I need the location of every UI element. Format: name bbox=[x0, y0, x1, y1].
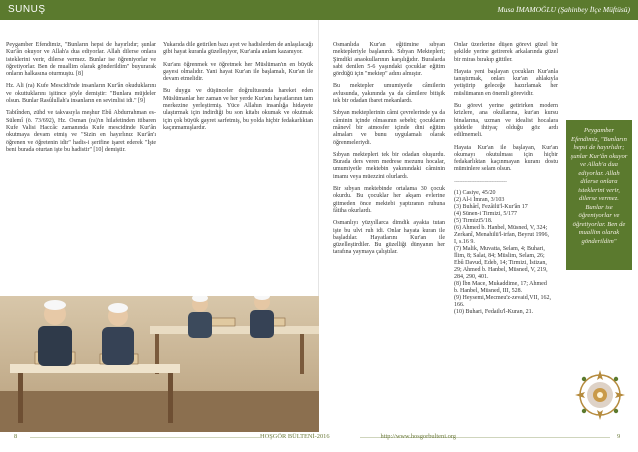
paragraph: Yukarıda dile getirilen bazı ayet ve hadislerden de anlaşılacağı gibi hayat kuranla güzelleşiyor, Kur'anla anlam kazanıyor. bbox=[163, 42, 313, 56]
reference-item: 166. bbox=[454, 302, 465, 309]
references-separator: ------------------------------- bbox=[454, 178, 507, 185]
page-number-left: 8 bbox=[14, 433, 18, 440]
reference-item: (8) İbn Mace, Mukaddime, 17; Ahmed bbox=[454, 281, 547, 288]
paragraph: Osmanlıda Kur'an eğitimine sıbyan mektepleriyle başlanırdı. Sıbyan Mektepleri; Şimdiki anaokullarının karşılığıdır. Buralarda sabi denilen 5-6 yaşındaki çocuklar eğitim gördüğü için "mektep" adını almıştır. bbox=[333, 42, 445, 78]
paragraph: Sıbyan mektepleri tek bir odadan oluşurdu. Burada ders veren medrese mezunu hocalar, umumiyetle mektebin yakınındaki câminin imamı veya müezzini olurlardı. bbox=[333, 151, 445, 180]
reference-item: (9) Heysemi,Mecmeu'z-zevaid,VII, 162, bbox=[454, 295, 552, 302]
reference-item: Zerkanî, Menahilü'l-irfan, Beyrut 1996, bbox=[454, 232, 550, 239]
floral-ornament-icon bbox=[570, 360, 630, 430]
publication-title: HOŞGÖR BÜLTENİ-2016 bbox=[260, 433, 330, 440]
reference-item: (4) Sünen-i Tirmizi, 5/177 bbox=[454, 211, 518, 218]
text-column-4 bbox=[454, 42, 558, 316]
pull-quote-sidebar bbox=[566, 120, 632, 270]
paragraph: Hayata yeni başlayan çocukları Kur'anla tanıştırmak, onları kur'an ahlakıyla yetiştirip geleceğe hazırlamak her müslümanın en önemli görevidir. bbox=[454, 68, 558, 97]
paragraph: Bu mektepler umumiyetle câmilerin avlusunda, yakınında ya da câmilere bitişik tek bir odadan ibaret mekanlardı. bbox=[333, 83, 445, 105]
reference-item: (5) Tirmizi5/18. bbox=[454, 218, 493, 225]
paragraph: Hayata Kur'an ile başlayan, Kur'an okumayı okutulması için hiçbir fedakarlıktan kaçınmayan kuranı dostu müminlere selam olsun. bbox=[454, 144, 558, 173]
reference-item: 29; Ahmed b. Hanbel, Müsned, V, 219, bbox=[454, 267, 548, 274]
paragraph: Hz. Ali (ra) Kufe Mescidi'nde insanların Kur'ân okuduklarını ve okuttuklarını işitince şöyle demiştir: "Bunlara müjdeler olsun. Bunlar Rasûlullah'a insanların en sevimlisi idi." [9] bbox=[6, 83, 156, 105]
text-column-1 bbox=[6, 42, 156, 159]
paragraph: Bu görevi yerine getirirken modern krizlere, ana okullarına, kur'an kursu binalarına, uzman ve idealist hocalara şiddetle ihtiyaç olduğu göz ardı edilmemeli. bbox=[454, 103, 558, 139]
reference-item: (2) Al-i İmran, 3/103 bbox=[454, 197, 505, 204]
reference-item: (6) Ahmed b. Hanbel, Müsned, V, 324; bbox=[454, 225, 548, 232]
pull-quote-text: Peygamber Efendimiz, "Bunların hepsi de hayırlıdır; şunlar Kur'ân okuyor ve Allah'a dua ediyorlar. Allah dilerse onlara isteklerini verir, dilerse vermez. Bunlar ise öğreniyorlar ve öğretiyorlar. Ben de muallim olarak gönderildim" bbox=[570, 127, 628, 245]
reference-item: (3) Buhârî, Fezâilü'l-Kur'ân 17 bbox=[454, 204, 528, 211]
reference-item: b. Hanbel, Müsned, III, 528. bbox=[454, 288, 523, 295]
paragraph: Sıbyan mekteplerinin câmi çevrelerinde ya da câminin içinde olmasının sebebi; çocukların mânevî bir atmosfer içinde dini eğitim almaları ve bunu uygulamalı olarak öğrenmeleriydi. bbox=[333, 110, 445, 146]
reference-item: I, s.16 9. bbox=[454, 239, 475, 246]
paragraph: Kur'anı öğrenmek ve öğretmek her Müslüman'ın en büyük gayesi olmalıdır. Yani hayat Kur'an ile başlamalı, Kur'an ile devam etmelidir. bbox=[163, 61, 313, 83]
section-title: SUNUŞ bbox=[8, 4, 46, 15]
paragraph: Peygamber Efendimiz, "Bunların hepsi de hayırlıdır; şunlar Kur'ân okuyor ve Allah'a dua ediyorlar. Allah dilerse onlara isteklerini verir, dilerse vermez. Bunlar ise öğreniyorlar ve öğretiyorlar. Ben de muallim olarak gönderildim" buyurarak onların halkasına oturmuştu. [8] bbox=[6, 42, 156, 78]
page-number-right: 9 bbox=[617, 433, 621, 440]
author-header-bar bbox=[319, 0, 638, 20]
references-list bbox=[454, 190, 558, 316]
paragraph: Tabiînden, zühd ve takvasıyla meşhur Ebû Abdurrahman es-Sülemî (ö. 73/692), Hz. Osman (ra)'ın hilafetinden itibaren Kufe Valisi Haccâc zamanında Kufe mescidinde Kur'ân okutmaya devam etmiş ve "Sizin en hayırlınız Kur'ân'ı öğrenen ve öğretenin idir" hadis-i şerifine işaret ederek "İşte beni burada oturtan işte bu hadistir" [10] demiştir. bbox=[6, 110, 156, 153]
reference-item: İlim, 8; Salat, 84; Müslim, Selam, 26; bbox=[454, 253, 545, 260]
reference-item: Ebû Davud, Edeb, 14; Tirmizi, İstizan, bbox=[454, 260, 547, 267]
paragraph: Osmanlıyı yüzyıllarca dimdik ayakta tutan işte bu ulvi ruh idi. Onlar hayata kuran ile başladılar. Hayatlarını Kur'an ile güzelleştirdiler. Bu güzelliği dünyanın her tarafına yaymaya çalıştılar. bbox=[333, 220, 445, 256]
reference-item: (10) Buhari, Fedailu'l-Kuran, 21. bbox=[454, 309, 534, 316]
photo-illustration bbox=[0, 296, 319, 432]
footer-rule-left bbox=[30, 437, 260, 438]
text-column-2 bbox=[163, 42, 313, 137]
website-link[interactable]: http://www.hosgorbulteni.org bbox=[380, 433, 456, 440]
paragraph: Onlar üzerlerine düşen görevi güzel bir şekilde yerine getirerek arkalarında güzel bir miras bırakıp gittiler. bbox=[454, 42, 558, 63]
author-name: Musa İMAMOĞLU (Şahinbey İlçe Müftüsü) bbox=[497, 5, 630, 14]
paragraph: Bu duygu ve düşünceler doğrultusunda hareket eden Müslümanlar her zaman ve her yerde Kur'anı hayatlarının tam merkezine yerleştirmiş. Yüce Allahın insanlığa hidayete ulaştırmak için indirdiği bu son kitabı okumak ve okutmak için çok büyük gayret sarfetmiş, bu yolda hiçbir fedakarlıktan kaçınmamışlardır. bbox=[163, 88, 313, 131]
reference-item: 284, 290, 401. bbox=[454, 274, 489, 281]
paragraph: Bir sıbyan mektebinde ortalama 30 çocuk okurdu. Bu çocuklar her akşam evlerine gitmeden önce mektebi yaptıranın ruhuna fâtiha okurlardı. bbox=[333, 186, 445, 214]
text-column-3 bbox=[333, 42, 445, 262]
students-reading-quran-photo bbox=[0, 296, 319, 432]
reference-item: (7) Malik, Muvatta, Selam, 4; Buhari, bbox=[454, 246, 545, 253]
section-header-bar bbox=[0, 0, 319, 20]
reference-item: (1) Casiye, 45/20 bbox=[454, 190, 496, 197]
